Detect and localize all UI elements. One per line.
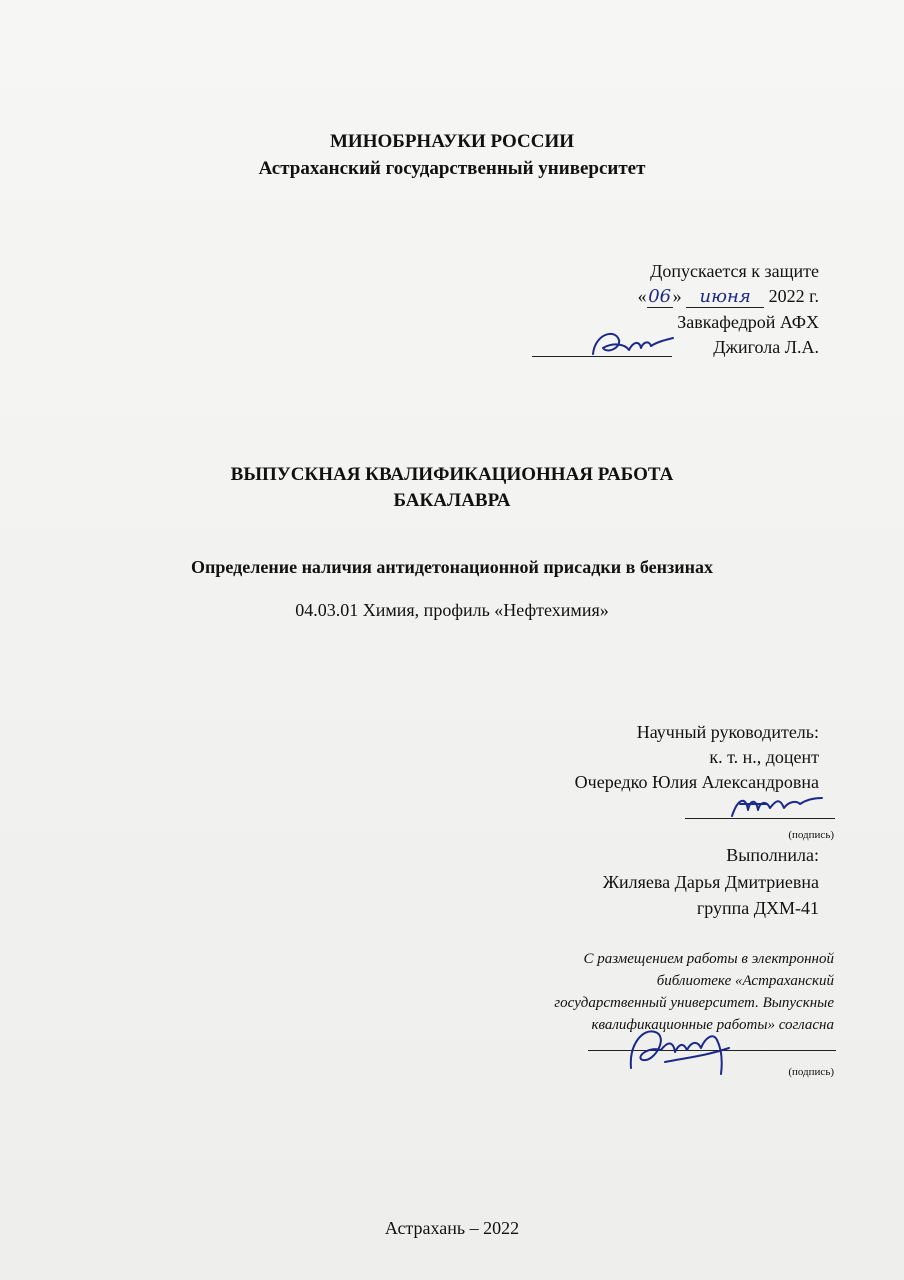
date-year: 2022 г. — [768, 286, 819, 306]
work-title: Определение наличия антидетонационной присадки в бензинах — [191, 557, 713, 577]
student-signature — [625, 1018, 735, 1078]
city-year: Астрахань – 2022 — [384, 1218, 520, 1238]
head-name: Джигола Л.А. — [713, 337, 819, 357]
consent-line3: государственный университет. Выпускные — [554, 995, 834, 1011]
supervisor-name: Очередко Юлия Александровна — [574, 772, 819, 792]
consent-line2: библиотеке «Астраханский — [656, 973, 834, 989]
work-specialty: 04.03.01 Химия, профиль «Нефтехимия» — [295, 600, 609, 620]
student-name: Жиляева Дарья Дмитриевна — [602, 872, 819, 892]
date-month: июня — [686, 286, 764, 308]
work-type-line2: БАКАЛАВРА — [393, 490, 511, 511]
supervisor-degree: к. т. н., доцент — [709, 747, 819, 767]
student-label: Выполнила: — [726, 845, 819, 865]
date-day: 06 — [648, 286, 672, 307]
approval-date — [638, 286, 819, 308]
supervisor-label: Научный руководитель: — [636, 722, 819, 742]
ministry-heading: МИНОБРНАУКИ РОССИИ — [329, 131, 575, 152]
consent-line1: С размещением работы в электронной — [583, 951, 834, 967]
consent-signature-caption: (подпись) — [788, 1066, 834, 1078]
date-close-quote: » — [672, 286, 682, 306]
supervisor-signature-caption: (подпись) — [788, 829, 834, 841]
work-type-line1: ВЫПУСКНАЯ КВАЛИФИКАЦИОННАЯ РАБОТА — [230, 464, 674, 485]
head-signature — [585, 324, 675, 364]
university-heading: Астраханский государственный университет — [258, 158, 646, 179]
consent-line4: квалификационные работы» согласна — [591, 1017, 834, 1033]
approval-line: Допускается к защите — [650, 261, 819, 281]
head-title: Завкафедрой АФХ — [677, 312, 819, 332]
student-group: группа ДХМ-41 — [696, 898, 819, 918]
date-open-quote: « — [637, 286, 647, 306]
supervisor-signature — [726, 790, 826, 826]
